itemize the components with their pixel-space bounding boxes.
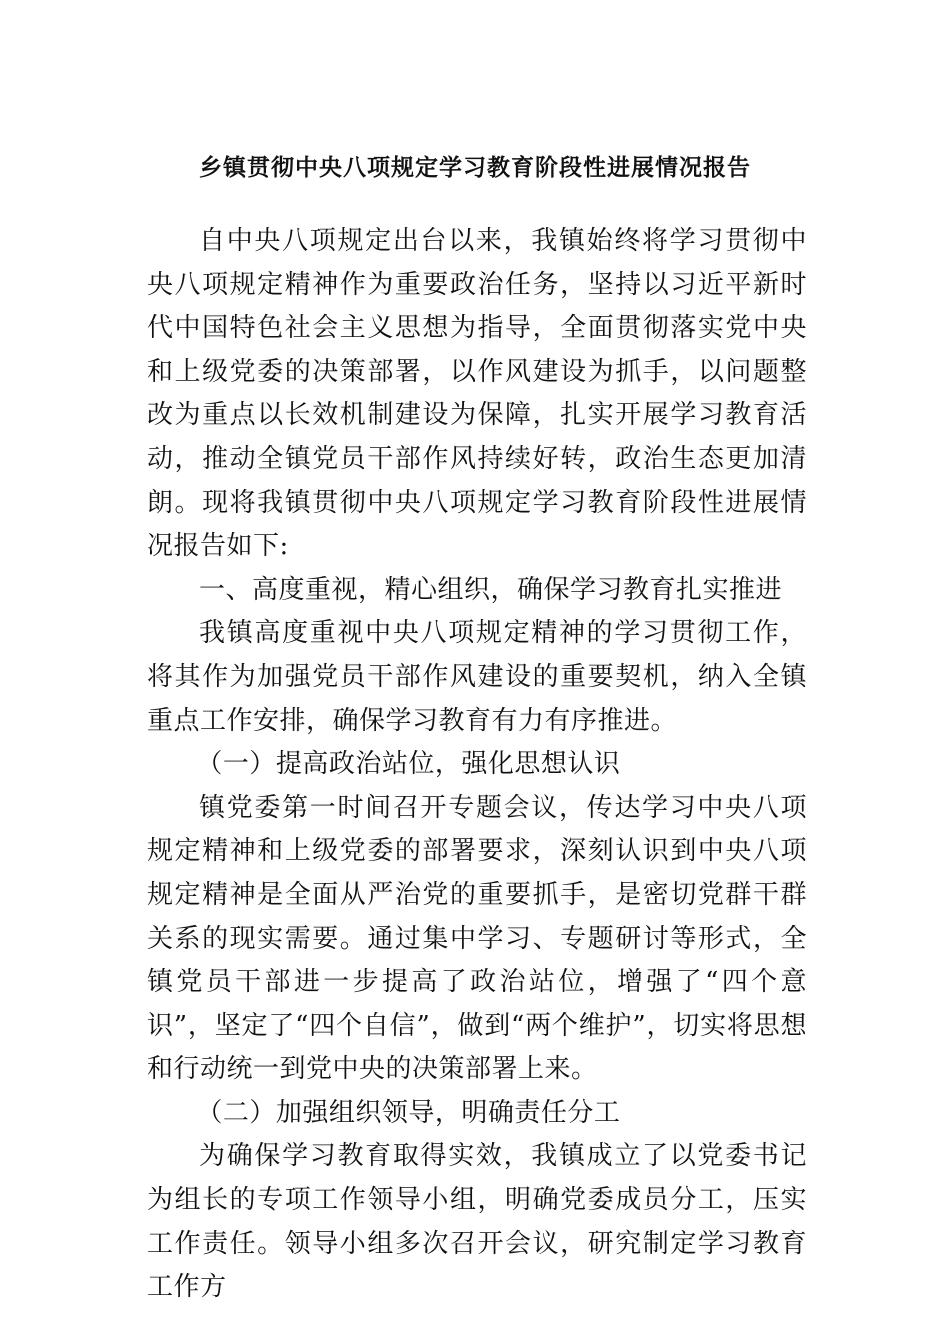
intro-paragraph: 自中央八项规定出台以来，我镇始终将学习贯彻中央八项规定精神作为重要政治任务，坚持以习近平新时代中国特色社会主义思想为指导，全面贯彻落实党中央和上级党委的决策部署，以作风建设为抓手，以问题整改为重点以长效机制建设为保障，扎实开展学习教育活动，推动全镇党员干部作风持续好转，政治生态更加清朗。现将我镇贯彻中央八项规定学习教育阶段性进展情况报告如下: bbox=[147, 226, 807, 562]
document-body bbox=[147, 220, 807, 1310]
subsection-1-paragraph: 镇党委第一时间召开专题会议，传达学习中央八项规定精神和上级党委的部署要求，深刻认识到中央八项规定精神是全面从严治党的重要抓手，是密切党群干群关系的现实需要。通过集中学习、专题研讨等形式，全镇党员干部进一步提高了政治站位，增强了“四个意识”，坚定了“四个自信”，做到“两个维护”，切实将思想和行动统一到党中央的决策部署上来。 bbox=[147, 792, 807, 1085]
subsection-heading-1: （一）提高政治站位，强化思想认识 bbox=[196, 749, 621, 780]
subsection-2-paragraph: 为确保学习教育取得实效，我镇成立了以党委书记为组长的专项工作领导小组，明确党委成员分工，压实工作责任。领导小组多次召开会议，研究制定学习教育工作方 bbox=[147, 1141, 807, 1303]
section-1-paragraph: 我镇高度重视中央八项规定精神的学习贯彻工作，将其作为加强党员干部作风建设的重要契机，纳入全镇重点工作安排，确保学习教育有力有序推进。 bbox=[147, 618, 807, 736]
section-heading-1: 一、高度重视，精心组织，确保学习教育扎实推进 bbox=[199, 574, 783, 605]
document-title: 乡镇贯彻中央八项规定学习教育阶段性进展情况报告 bbox=[199, 154, 751, 181]
subsection-heading-2: （二）加强组织领导，明确责任分工 bbox=[196, 1097, 621, 1128]
